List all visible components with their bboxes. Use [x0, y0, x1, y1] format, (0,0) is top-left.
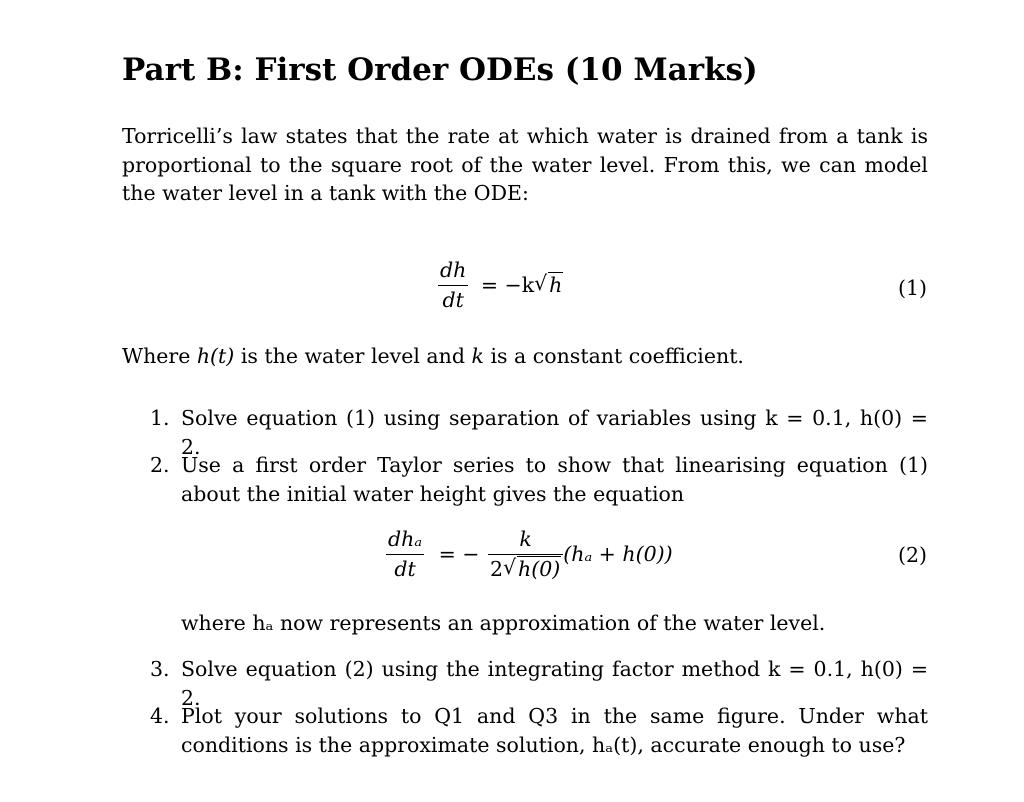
- question-number: 3.: [150, 657, 170, 681]
- question-text: Use a first order Taylor series to show that linearising equation (1) about the initial water height gives the equation: [181, 453, 928, 506]
- eq2-lhs-denominator: dt: [394, 557, 416, 581]
- intro-paragraph: Torricelli’s law states that the rate at which water is drained from a tank is proportional to the square root of the water level. From this, we can model the water level in a tank with the ODE:: [122, 124, 928, 205]
- eq2-rhs-denominator: [488, 557, 563, 581]
- eq2-sqrt: [503, 557, 561, 581]
- eq1-fraction: [438, 258, 468, 312]
- eq2-rhs-numerator: k: [519, 527, 532, 551]
- eq1-numerator: dh: [440, 258, 467, 282]
- eq1-fraction-bar: [438, 285, 468, 286]
- question-number: 4.: [150, 704, 170, 728]
- where-line-2: where hₐ now represents an approximation of the water level.: [181, 611, 826, 635]
- eq2-lhs-fraction: [386, 527, 424, 581]
- eq1-sqrt: [534, 273, 563, 297]
- eq1-radicand: h: [549, 273, 563, 297]
- where-line-1: [122, 342, 744, 370]
- equation-2: [386, 527, 686, 591]
- section-title: Part B: First Order ODEs (10 Marks): [122, 52, 758, 88]
- question-text: Solve equation (2) using the integrating factor method k = 0.1, h(0) = 2.: [181, 657, 928, 710]
- equation-2-number: (2): [898, 543, 928, 567]
- eq1-rhs-prefix: = −k: [480, 273, 535, 297]
- eq2-lhs-numerator: dhₐ: [388, 527, 423, 551]
- eq2-rhs-tail: (hₐ + h(0)): [563, 542, 673, 566]
- sqrt-radical-icon: √: [534, 271, 548, 295]
- equation-1: [438, 258, 578, 318]
- eq2-equals: = −: [438, 542, 480, 566]
- question-number: 2.: [150, 453, 170, 477]
- where1-part1: Where: [122, 344, 197, 368]
- eq2-den-coef: 2: [489, 557, 504, 581]
- eq2-radicand: h(0): [518, 557, 561, 581]
- equation-1-number: (1): [898, 276, 928, 300]
- question-text: Plot your solutions to Q1 and Q3 in the same figure. Under what conditions is the approximate solution, hₐ(t), accurate enough to use?: [181, 704, 928, 757]
- eq2-lhs-fraction-bar: [386, 554, 424, 555]
- where1-ht: h(t): [196, 344, 235, 368]
- where1-k: k: [471, 344, 484, 368]
- sqrt-radical-icon: √: [503, 555, 517, 579]
- where1-part2: is the water level and: [234, 344, 472, 368]
- eq1-denominator: dt: [442, 288, 464, 312]
- question-text: Solve equation (1) using separation of variables using k = 0.1, h(0) = 2.: [181, 406, 928, 459]
- where1-part3: is a constant coefficient.: [483, 344, 744, 368]
- eq2-rhs-fraction-bar: [488, 554, 563, 555]
- eq2-rhs-fraction: [488, 527, 563, 581]
- question-number: 1.: [150, 406, 170, 430]
